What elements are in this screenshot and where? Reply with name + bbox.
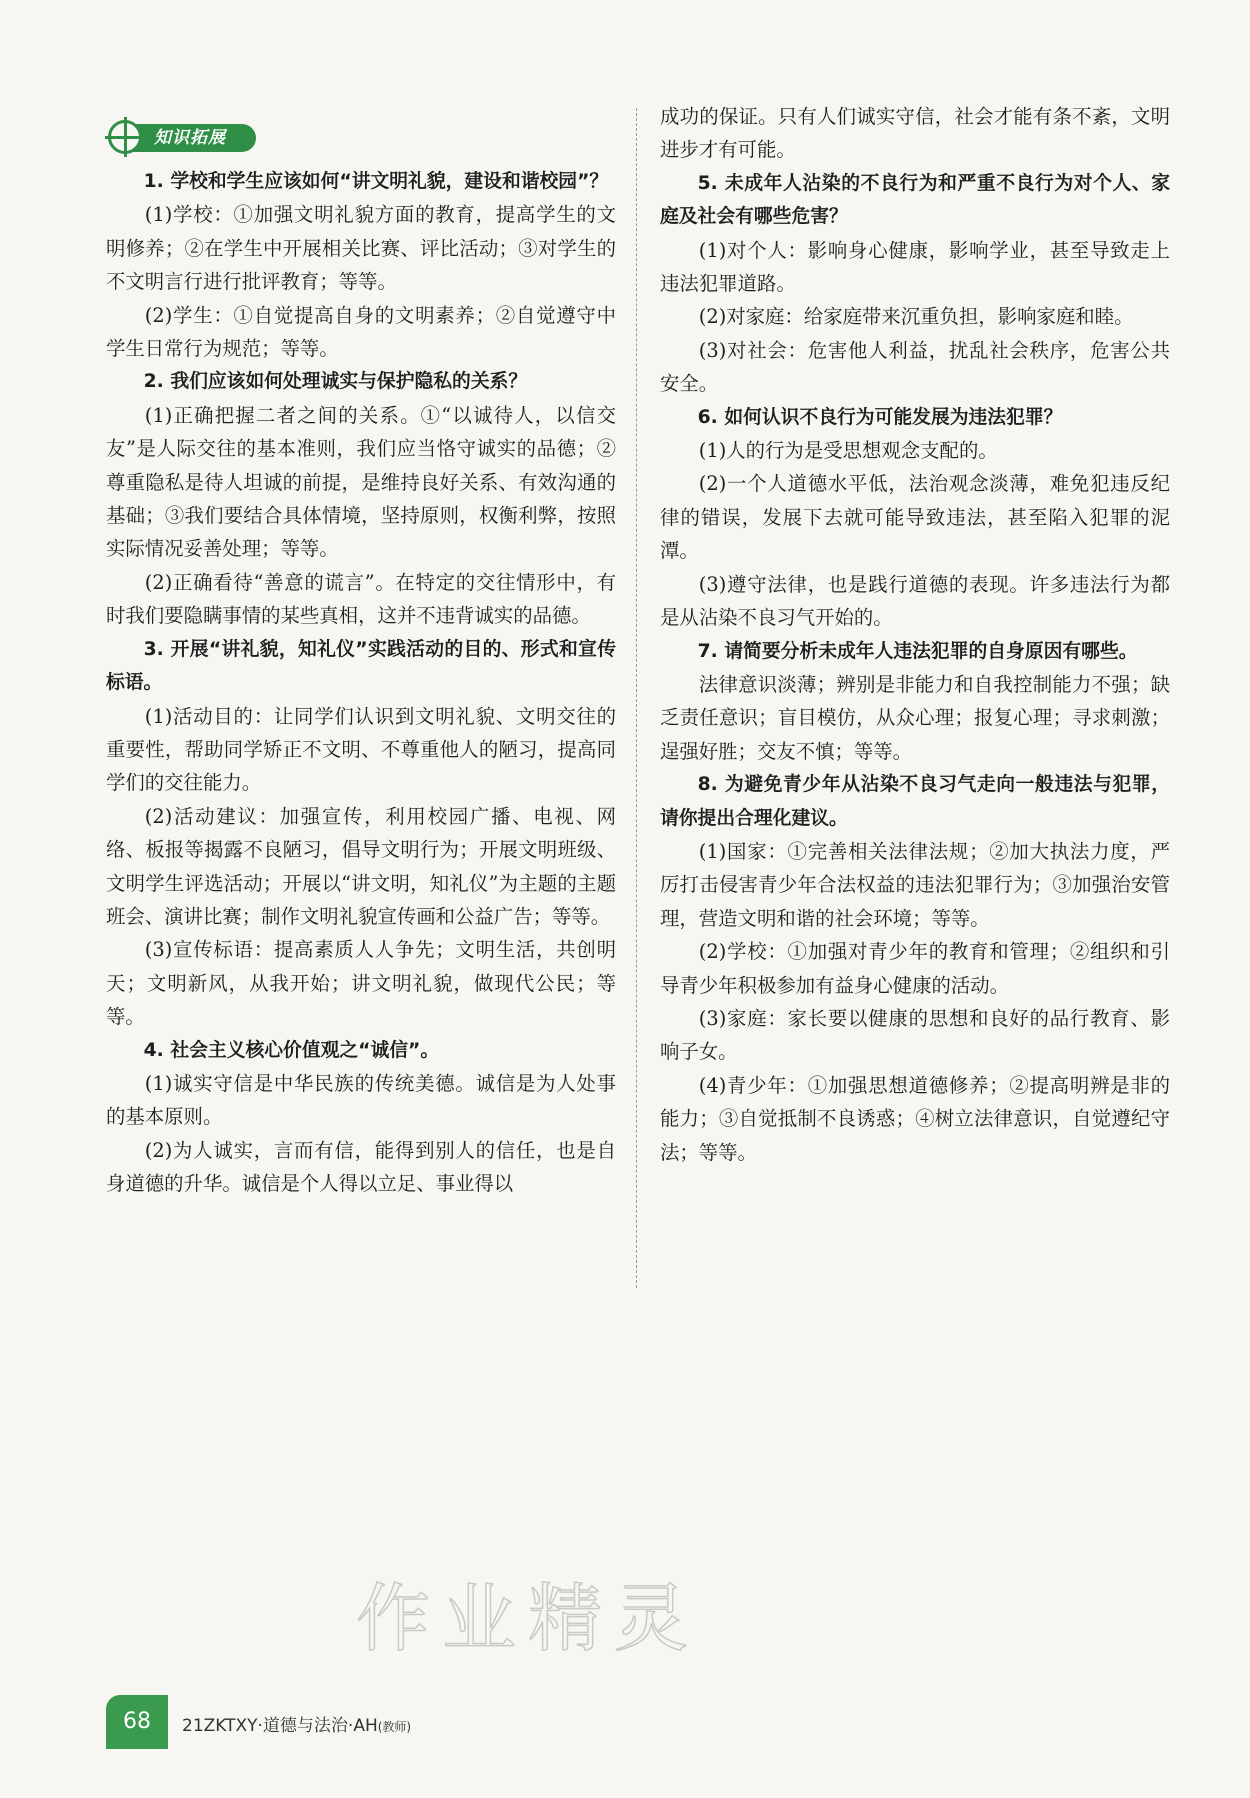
answer-paragraph: (1)对个人：影响身心健康，影响学业，甚至导致走上违法犯罪道路。 [660, 238, 1170, 296]
answer-paragraph: (1)活动目的：让同学们认识到文明礼貌、文明交往的重要性，帮助同学矫正不文明、不尊重他人的陋习，提高同学们的交往能力。 [106, 704, 616, 795]
answer-paragraph: 成功的保证。只有人们诚实守信，社会才能有条不紊，文明进步才有可能。 [660, 105, 1170, 162]
question-heading: 3. 开展“讲礼貌，知礼仪”实践活动的目的、形式和宣传标语。 [106, 638, 616, 694]
question-heading: 8. 为避免青少年从沾染不良习气走向一般违法与犯罪，请你提出合理化建议。 [660, 774, 1170, 829]
question-heading: 6. 如何认识不良行为可能发展为违法犯罪？ [697, 406, 1063, 428]
answer-paragraph: (2)对家庭：给家庭带来沉重负担，影响家庭和睦。 [698, 305, 1134, 329]
question-heading: 7. 请简要分析未成年人违法犯罪的自身原因有哪些。 [697, 640, 1138, 662]
answer-paragraph: (1)人的行为是受思想观念支配的。 [698, 439, 998, 463]
answer-paragraph: (1)正确把握二者之间的关系。①“以诚待人，以信交友”是人际交往的基本准则，我们应当恪守诚实的品德；②尊重隐私是待人坦诚的前提，是维持良好关系、有效沟通的基础；③我们要结合具体情境，坚持原则，权衡利弊，按照实际情况妥善处理；等等。 [106, 403, 616, 561]
watermark: 作业精灵 [356, 1576, 700, 1662]
answer-paragraph: 法律意识淡薄；辨别是非能力和自我控制能力不强；缺乏责任意识；盲目模仿，从众心理；报复心理；寻求刺激；逞强好胜；交友不慎；等等。 [660, 672, 1170, 763]
edition-label: (教师) [377, 1720, 412, 1734]
left-column [106, 165, 616, 1201]
answer-paragraph: (2)学校：①加强对青少年的教育和管理；②组织和引导青少年积极参加有益身心健康的活动。 [660, 940, 1170, 997]
answer-paragraph: (3)家庭：家长要以健康的思想和良好的品行教育、影响子女。 [660, 1006, 1170, 1064]
column-divider [636, 108, 637, 1288]
answer-paragraph: (4)青少年：①加强思想道德修养；②提高明辨是非的能力；③自觉抵制不良诱惑；④树立法律意识，自觉遵纪守法；等等。 [660, 1073, 1170, 1164]
answer-paragraph: (2)正确看待“善意的谎言”。在特定的交往情形中，有时我们要隐瞒事情的某些真相，这并不违背诚实的品德。 [106, 570, 616, 628]
section-badge [108, 120, 268, 156]
answer-paragraph: (2)一个人道德水平低，法治观念淡薄，难免犯违反纪律的错误，发展下去就可能导致违法，甚至陷入犯罪的泥潭。 [660, 472, 1170, 563]
answer-paragraph: (3)遵守法律，也是践行道德的表现。许多违法行为都是从沾染不良习气开始的。 [660, 572, 1170, 630]
answer-paragraph: (3)对社会：危害他人利益，扰乱社会秩序，危害公共安全。 [660, 338, 1170, 396]
answer-paragraph: (2)为人诚实，言而有信，能得到别人的信任，也是自身道德的升华。诚信是个人得以立足、事业得以 [106, 1138, 616, 1196]
question-heading: 5. 未成年人沾染的不良行为和严重不良行为对个人、家庭及社会有哪些危害？ [660, 172, 1170, 228]
answer-paragraph: (1)国家：①完善相关法律法规；②加大执法力度，严厉打击侵害青少年合法权益的违法犯罪行为；③加强治安管理，营造文明和谐的社会环境；等等。 [660, 839, 1170, 930]
question-heading: 4. 社会主义核心价值观之“诚信”。 [143, 1039, 440, 1061]
right-column [660, 100, 1170, 1169]
page-number: 68 [106, 1695, 168, 1749]
question-heading: 1. 学校和学生应该如何“讲文明礼貌，建设和谐校园”？ [143, 171, 609, 192]
series-code: 21ZKTXY·道德与法治·AH [182, 1716, 378, 1736]
answer-paragraph: (2)学生：①自觉提高自身的文明素养；②自觉遵守中学生日常行为规范；等等。 [106, 303, 616, 361]
crosshair-icon [108, 120, 142, 154]
question-heading: 2. 我们应该如何处理诚实与保护隐私的关系？ [143, 371, 528, 393]
answer-paragraph: (3)宣传标语：提高素质人人争先；文明生活，共创明天；文明新风，从我开始；讲文明礼貌，做现代公民；等等。 [106, 938, 616, 1029]
answer-paragraph: (1)学校：①加强文明礼貌方面的教育，提高学生的文明修养；②在学生中开展相关比赛、评比活动；③对学生的不文明言行进行批评教育；等等。 [106, 203, 616, 294]
section-badge-label: 知识拓展 [126, 124, 256, 152]
answer-paragraph: (1)诚实守信是中华民族的传统美德。诚信是为人处事的基本原则。 [106, 1071, 616, 1129]
answer-paragraph: (2)活动建议：加强宣传，利用校园广播、电视、网络、板报等揭露不良陋习，倡导文明行为；开展文明班级、文明学生评选活动；开展以“讲文明，知礼仪”为主题的主题班会、演讲比赛；制作文明礼貌宣传画和公益广告；等等。 [106, 804, 616, 928]
series-label [182, 1711, 411, 1736]
